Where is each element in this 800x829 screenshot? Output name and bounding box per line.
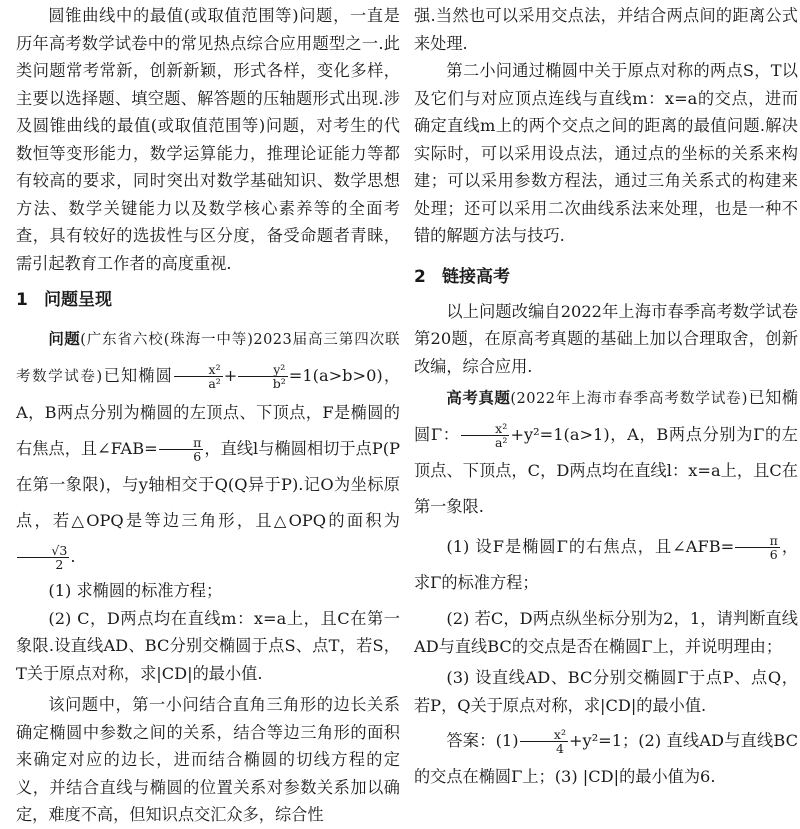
section-1-number: 1: [16, 290, 28, 310]
problem-paragraph: [16, 321, 400, 575]
problem-text-d: .: [70, 547, 76, 566]
fraction-sqrt3-2: $\frac{√3}{2}$: [17, 544, 69, 571]
exam-paragraph: [414, 380, 798, 525]
section-2-heading: [414, 262, 798, 292]
question-2: (2) C，D两点均在直线m：x=a上，且C在第一象限.设直线AD、BC分别交椭圆于点S、点T，若S，T关于原点对称，求|CD|的最小值.: [16, 608, 400, 683]
problem-text-b: ，A，B两点分别为椭圆的左顶点、下顶点，F是椭圆的右焦点，且∠FAB=: [16, 366, 401, 458]
section-2-number: 2: [414, 266, 426, 287]
fraction-x2-a2-gamma: $\frac{\text{x²}}{\text{a²}}$: [461, 422, 510, 449]
problem-text-c: ，直线l与椭圆相切于点P(P在第一象限)，与y轴相交于Q(Q异于P).记O为坐标原点，若△OPQ是等边三角形，且△OPQ的面积为: [16, 439, 400, 530]
exam-label: 高考真题: [446, 389, 511, 407]
section-1-heading: [16, 285, 400, 315]
exam-source: (2022年上海市春季高考数学试卷): [510, 391, 748, 407]
analysis-continued: 强.当然也可以采用交点法，并结合两点间的距离公式来处理.: [414, 6, 798, 53]
analysis-second-paragraph: 第二小问通过椭圆中关于原点对称的两点S，T以及它们与对应顶点连线与直线m：x=a的交点，进而确定直线m上的两个交点之间的距离的最值问题.解决实际时，可以采用设点法，通过点的坐标的关系来构建；可以采用参数方程法，通过三角关系式的构建来处理；还可以采用二次曲线系法来处理，也是一种不错的解题方法与技巧.: [414, 61, 798, 245]
intro-paragraph: 圆锥曲线中的最值(或取值范围等)问题，一直是历年高考数学试卷中的常见热点综合应用题型之一.此类问题常考常新，创新新颖，形式各样，变化多样，主要以选择题、填空题、解答题的压轴题形式出现.涉及圆锥曲线的最值(或取值范围等)问题，对考生的代数恒等变形能力，数学运算能力，推理论证能力等都有较高的要求，同时突出对数学基础知识、数学思想方法、数学关键能力以及数学核心素养等的全面考查，具有较好的选拔性与区分度，备受命题者青睐，需引起教育工作者的高度重视.: [16, 6, 400, 273]
exam-question-2: (2) 若C，D两点纵坐标分别为2，1，请判断直线AD与直线BC的交点是否在椭圆Γ上，并说明理由；: [414, 609, 798, 656]
fraction-x2-4: $\frac{\text{x²}}{4}$: [520, 728, 568, 755]
section-1-title: 问题呈现: [44, 290, 112, 310]
problem-source: (广东省六校(珠海一中等)2023届高三第四次联考数学试卷): [16, 332, 400, 385]
exam-question-3: (3) 设直线AD、BC分别交椭圆Γ于点P、点Q，若P，Q关于原点对称，求|CD|的最小值.: [414, 668, 798, 715]
fraction-pi-6-exam: $\frac{\pi}{6}$: [735, 534, 780, 561]
left-column: [16, 0, 400, 829]
problem-label: 问题: [48, 330, 81, 348]
gamma-equation: $\frac{\text{x²}}{\text{a²}}$ +y²=1(a>1): [460, 425, 610, 444]
link-paragraph: 以上问题改编自2022年上海市春季高考数学试卷第20题，在原高考真题的基础上加以合理取舍，创新改编，综合应用.: [414, 301, 798, 376]
ellipse-equation: $\frac{\text{x²}}{\text{a²}}$ + $\frac{\text{y²}}{\text{b²}}$ =1(a>b>0): [173, 366, 383, 385]
fraction-y2-b2: $\frac{\text{y²}}{\text{b²}}$: [238, 363, 287, 390]
exam-text-a: 已知椭圆Γ：: [414, 388, 798, 444]
question-1: (1) 求椭圆的标准方程；: [48, 581, 223, 600]
analysis-paragraph: 该问题中，第一小问结合直角三角形的边长关系确定椭圆中参数之间的关系，结合等边三角形的面积来确定对应的边长，进而结合椭圆的切线方程的定义，并结合直线与椭圆的位置关系对参数关系加以确定，难度不高，但知识点交汇众多，综合性: [16, 695, 400, 824]
exam-question-1: (1) 设F是椭圆Γ的右焦点，且∠AFB= $\frac{\pi}{6}$ ，求Γ的标准方程；: [414, 533, 799, 592]
fraction-pi-6: $\frac{\pi}{6}$: [159, 436, 204, 463]
right-column: [414, 0, 798, 795]
exam-text-b: ，A，B两点分别为Γ的左顶点、下顶点，C，D两点均在直线l：x=a上，且C在第一象限.: [414, 425, 798, 516]
section-2-title: 链接高考: [442, 266, 510, 287]
fraction-x2-a2: $\frac{\text{x²}}{\text{a²}}$: [174, 363, 223, 390]
problem-text-a: 已知椭圆: [102, 366, 173, 385]
answer-paragraph: 答案：(1) $\frac{\text{x²}}{4}$ +y²=1；(2) 直线AD与直线BC的交点在椭圆Γ上；(3) |CD|的最小值为6.: [414, 727, 798, 786]
